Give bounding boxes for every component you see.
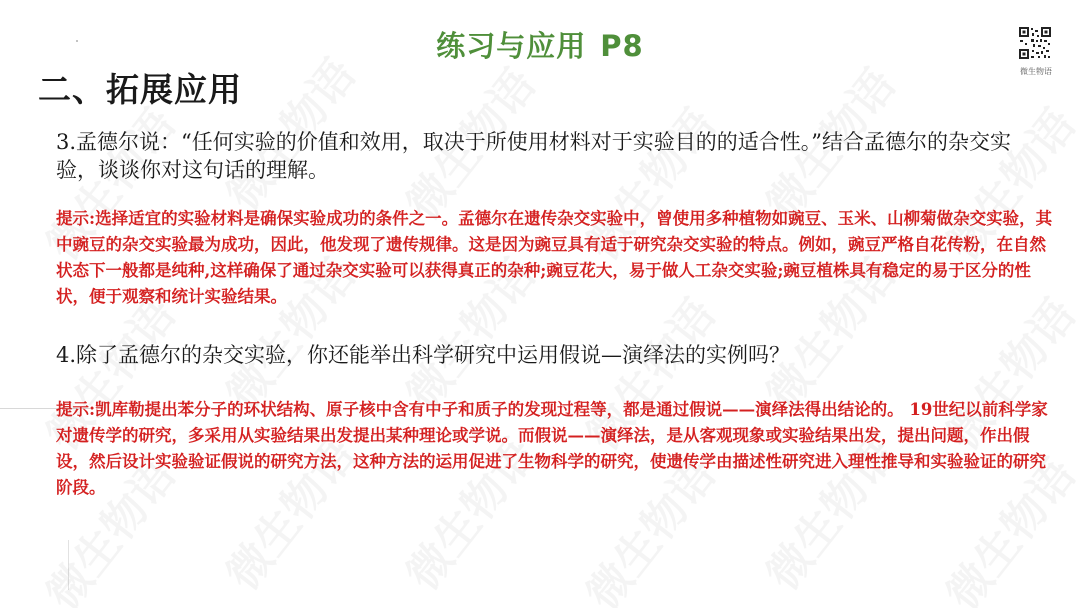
divider-line-vertical <box>68 540 69 590</box>
page-title-text: 练习与应用 <box>436 29 587 63</box>
page-title <box>0 24 1080 65</box>
qr-code-icon <box>1018 26 1052 60</box>
answer-4: 提示:凯库勒提出苯分子的环状结构、原子核中含有中子和质子的发现过程等，都是通过假说——演绎法得出结论的。 19世纪以前科学家对遗传学的研究，多采用从实验结果出发提出某种理论或学说。而假说——演绎法，是从客观现象或实验结果出发，提出问题，作出假设，然后设计实验验证假说的研究方法，这种方法的运用促进了生物科学的研究，使遗传学由描述性研究进入理性推导和实验验证的研究阶段。 <box>56 400 1048 497</box>
answer-3: 提示:选择适宜的实验材料是确保实验成功的条件之一。孟德尔在遗传杂交实验中，曾使用多种植物如豌豆、玉米、山柳菊做杂交实验，其中豌豆的杂交实验最为成功，因此，他发现了遗传规律。这是因为豌豆具有适于研究杂交实验的特点。例如，豌豆严格自花传粉，在自然状态下一般都是纯种,这样确保了通过杂交实验可以获得真正的杂种;豌豆花大，易于做人工杂交实验;豌豆植株具有稳定的易于区分的性状，便于观察和统计实验结果。 <box>56 209 1053 306</box>
page-number: P8 <box>600 29 644 63</box>
question-3: 3.孟德尔说：“任何实验的价值和效用，取决于所使用材料对于实验目的的适合性。”结合孟德尔的杂交实验，谈谈你对这句话的理解。 <box>56 130 1012 182</box>
question-4: 4.除了孟德尔的杂交实验，你还能举出科学研究中运用假说—演绎法的实例吗？ <box>56 343 791 367</box>
section-heading: 二、拓展应用 <box>38 70 242 109</box>
logo-caption: 微生物语 <box>1020 67 1052 76</box>
